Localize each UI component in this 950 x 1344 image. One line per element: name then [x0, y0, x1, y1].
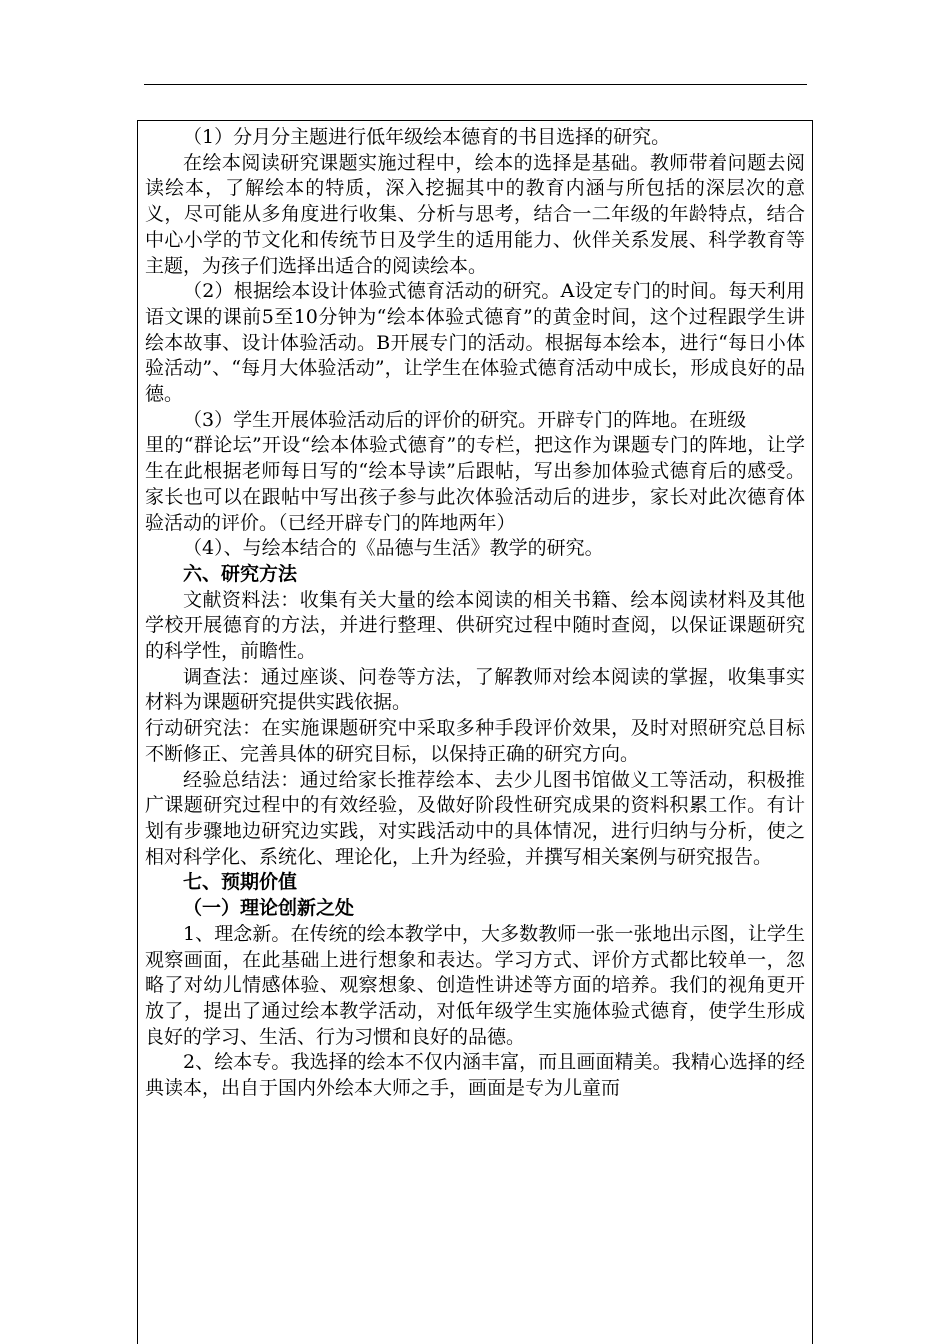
heading-theory-innovation: （一）理论创新之处 — [183, 897, 355, 920]
paragraph-topic-3: （3）学生开展体验活动后的评价的研究。开辟专门的阵地。在班级 — [183, 408, 747, 431]
document-body — [145, 125, 805, 1102]
paragraph-new-concept: 1、理念新。在传统的绘本教学中，大多数教师一张一张地出示图，让学生观察画面，在此基础上进行想象和表达。学习方式、评价方式都比较单一，忽略了对幼儿情感体验、观察想象、创造性讲述等方面的培养。我们的视角更开放了，提出了通过绘本教学活动，对低年级学生实施体验式德育，使学生形成良好的学习、生活、行为习惯和良好的品德。 — [145, 922, 805, 1048]
paragraph-literature-method: 文献资料法：收集有关大量的绘本阅读的相关书籍、绘本阅读材料及其他学校开展德育的方法，并进行整理、供研究过程中随时查阅，以保证课题研究的科学性，前瞻性。 — [145, 588, 805, 663]
paragraph-forum: 里的“群论坛”开设“绘本体验式德育”的专栏，把这作为课题专门的阵地，让学生在此根据老师每日写的“绘本导读”后跟帖，写出参加体验式德育后的感受。家长也可以在跟帖中写出孩子参与此次体验活动后的进步，家长对此次德育体验活动的评价。（已经开辟专门的阵地两年） — [145, 434, 805, 534]
paragraph-action-research: 行动研究法：在实施课题研究中采取多种手段评价效果，及时对照研究总目标不断修正、完善具体的研究目标，以保持正确的研究方向。 — [145, 717, 805, 765]
paragraph-book-selection: 在绘本阅读研究课题实施过程中，绘本的选择是基础。教师带着问题去阅读绘本，了解绘本的特质，深入挖掘其中的教育内涵与所包括的深层次的意义，尽可能从多角度进行收集、分析与思考，结合一二年级的年龄特点，结合中心小学的节文化和传统节日及学生的适用能力、伙伴关系发展、科学教育等主题，为孩子们选择出适合的阅读绘本。 — [145, 151, 805, 277]
paragraph-topic-2: （2）根据绘本设计体验式德育活动的研究。A设定专门的时间。每天利用语文课的课前5至10分钟为“绘本体验式德育”的黄金时间，这个过程跟学生讲绘本故事、设计体验活动。B开展专门的活动。根据每本绘本，进行“每日小体验活动”、“每月大体验活动”，让学生在体验式德育活动中成长，形成良好的品德。 — [145, 280, 805, 406]
paragraph-picture-books: 2、绘本专。我选择的绘本不仅内涵丰富，而且画面精美。我精心选择的经典读本，出自于国内外绘本大师之手，画面是专为儿童而 — [145, 1051, 805, 1100]
heading-research-methods: 六、研究方法 — [183, 562, 298, 585]
heading-expected-value: 七、预期价值 — [183, 871, 298, 894]
header-rule — [144, 84, 807, 85]
paragraph-experience-summary: 经验总结法：通过给家长推荐绘本、去少儿图书馆做义工等活动，积极推广课题研究过程中的有效经验，及做好阶段性研究成果的资料积累工作。有计划有步骤地边研究边实践，对实践活动中的具体情况，进行归纳与分析，使之相对科学化、系统化、理论化，上升为经验，并撰写相关案例与研究报告。 — [145, 768, 805, 868]
paragraph-survey-method: 调查法：通过座谈、问卷等方法，了解教师对绘本阅读的掌握，收集事实材料为课题研究提供实践依据。 — [145, 665, 805, 714]
paragraph-topic-1: （1）分月分主题进行低年级绘本德育的书目选择的研究。 — [183, 126, 671, 148]
paragraph-topic-4: （4）、与绘本结合的《品德与生活》教学的研究。 — [183, 537, 604, 560]
